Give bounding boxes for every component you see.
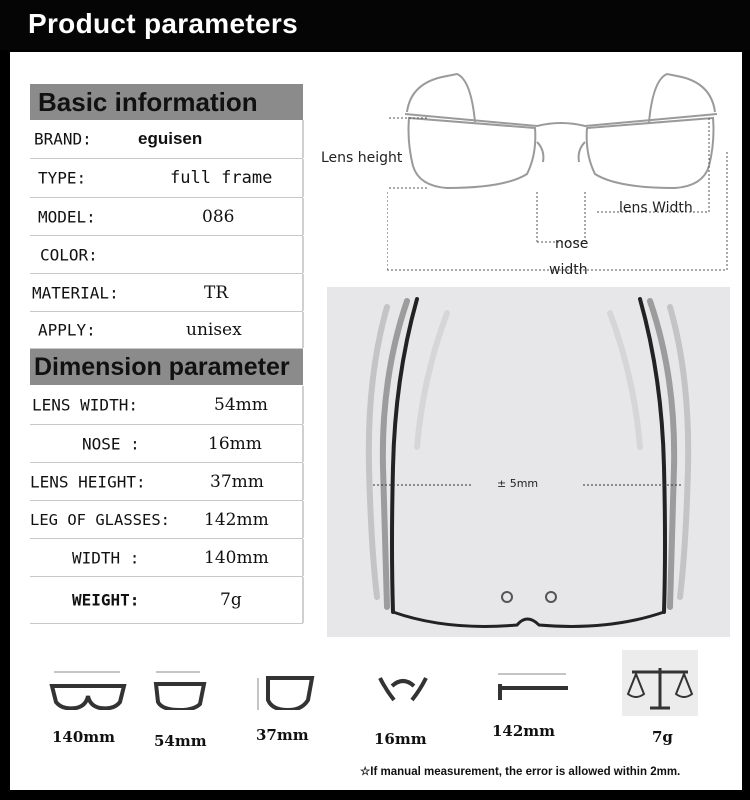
model-row (30, 198, 303, 236)
measurement-note: ☆If manual measurement, the error is allowed within 2mm. (360, 766, 681, 778)
lens-height-label: 37mm (256, 726, 309, 744)
lens-width-icon (152, 650, 242, 740)
lens-width-label: 54mm (154, 732, 207, 750)
nose-label: NOSE : (82, 434, 140, 453)
nose-bridge-label: 16mm (374, 730, 427, 748)
model-value: 086 (202, 206, 235, 227)
lens-width-label: LENS WIDTH: (32, 395, 138, 415)
page-title: Product parameters (28, 8, 298, 39)
material-label: MATERIAL: (32, 283, 119, 302)
lens-height-caption: Lens height (321, 150, 403, 166)
dimension-heading: Dimension parameter (30, 349, 303, 385)
lens-height-value: 37mm (210, 471, 264, 492)
lens-height-row (30, 463, 303, 501)
color-label: COLOR: (40, 245, 98, 264)
color-row (30, 236, 303, 274)
leg-row (30, 501, 303, 539)
material-row (30, 274, 303, 312)
flexible-frame-icon (327, 287, 730, 637)
weight-row (30, 577, 303, 624)
lens-width-value: 54mm (214, 395, 268, 415)
apply-row (30, 312, 303, 349)
nose-value: 16mm (208, 433, 262, 454)
temple-length-label: 142mm (492, 722, 556, 740)
frame-flex-photo (327, 287, 730, 637)
model-label: MODEL: (38, 207, 96, 226)
lens-width-row (30, 386, 303, 425)
nose-caption: nose (555, 236, 589, 252)
width-row (30, 539, 303, 577)
leg-value: 142mm (204, 509, 269, 530)
brand-row (30, 120, 303, 159)
width-label: WIDTH : (72, 548, 140, 567)
width-value: 140mm (204, 547, 269, 568)
brand-label: BRAND: (34, 129, 92, 149)
type-label: TYPE: (38, 168, 87, 188)
lens-height-label: LENS HEIGHT: (30, 472, 146, 491)
weight-value: 7g (220, 590, 242, 610)
apply-value: unisex (186, 320, 242, 340)
frame-width-label: 140mm (52, 728, 116, 746)
type-row (30, 159, 303, 198)
leg-label: LEG OF GLASSES: (30, 510, 170, 529)
brand-value: eguisen (138, 129, 203, 148)
tolerance-label: ± 5mm (497, 477, 539, 490)
basic-info-heading: Basic information (30, 84, 303, 120)
frame-width-icon (44, 650, 134, 740)
scale-weight-label: 7g (652, 728, 673, 746)
scale-weight-icon (622, 650, 712, 740)
width-caption: width (549, 262, 588, 278)
frame-measurement-diagram (321, 62, 735, 282)
type-value: full frame (170, 168, 273, 188)
content-panel (10, 52, 742, 790)
apply-label: APPLY: (38, 320, 96, 340)
nose-bridge-icon (374, 650, 464, 740)
material-value: TR (204, 282, 229, 303)
lens-width-caption: lens Width (619, 200, 693, 216)
nose-row (30, 425, 303, 463)
weight-label: WEIGHT: (72, 590, 140, 610)
header-bar (0, 0, 750, 50)
